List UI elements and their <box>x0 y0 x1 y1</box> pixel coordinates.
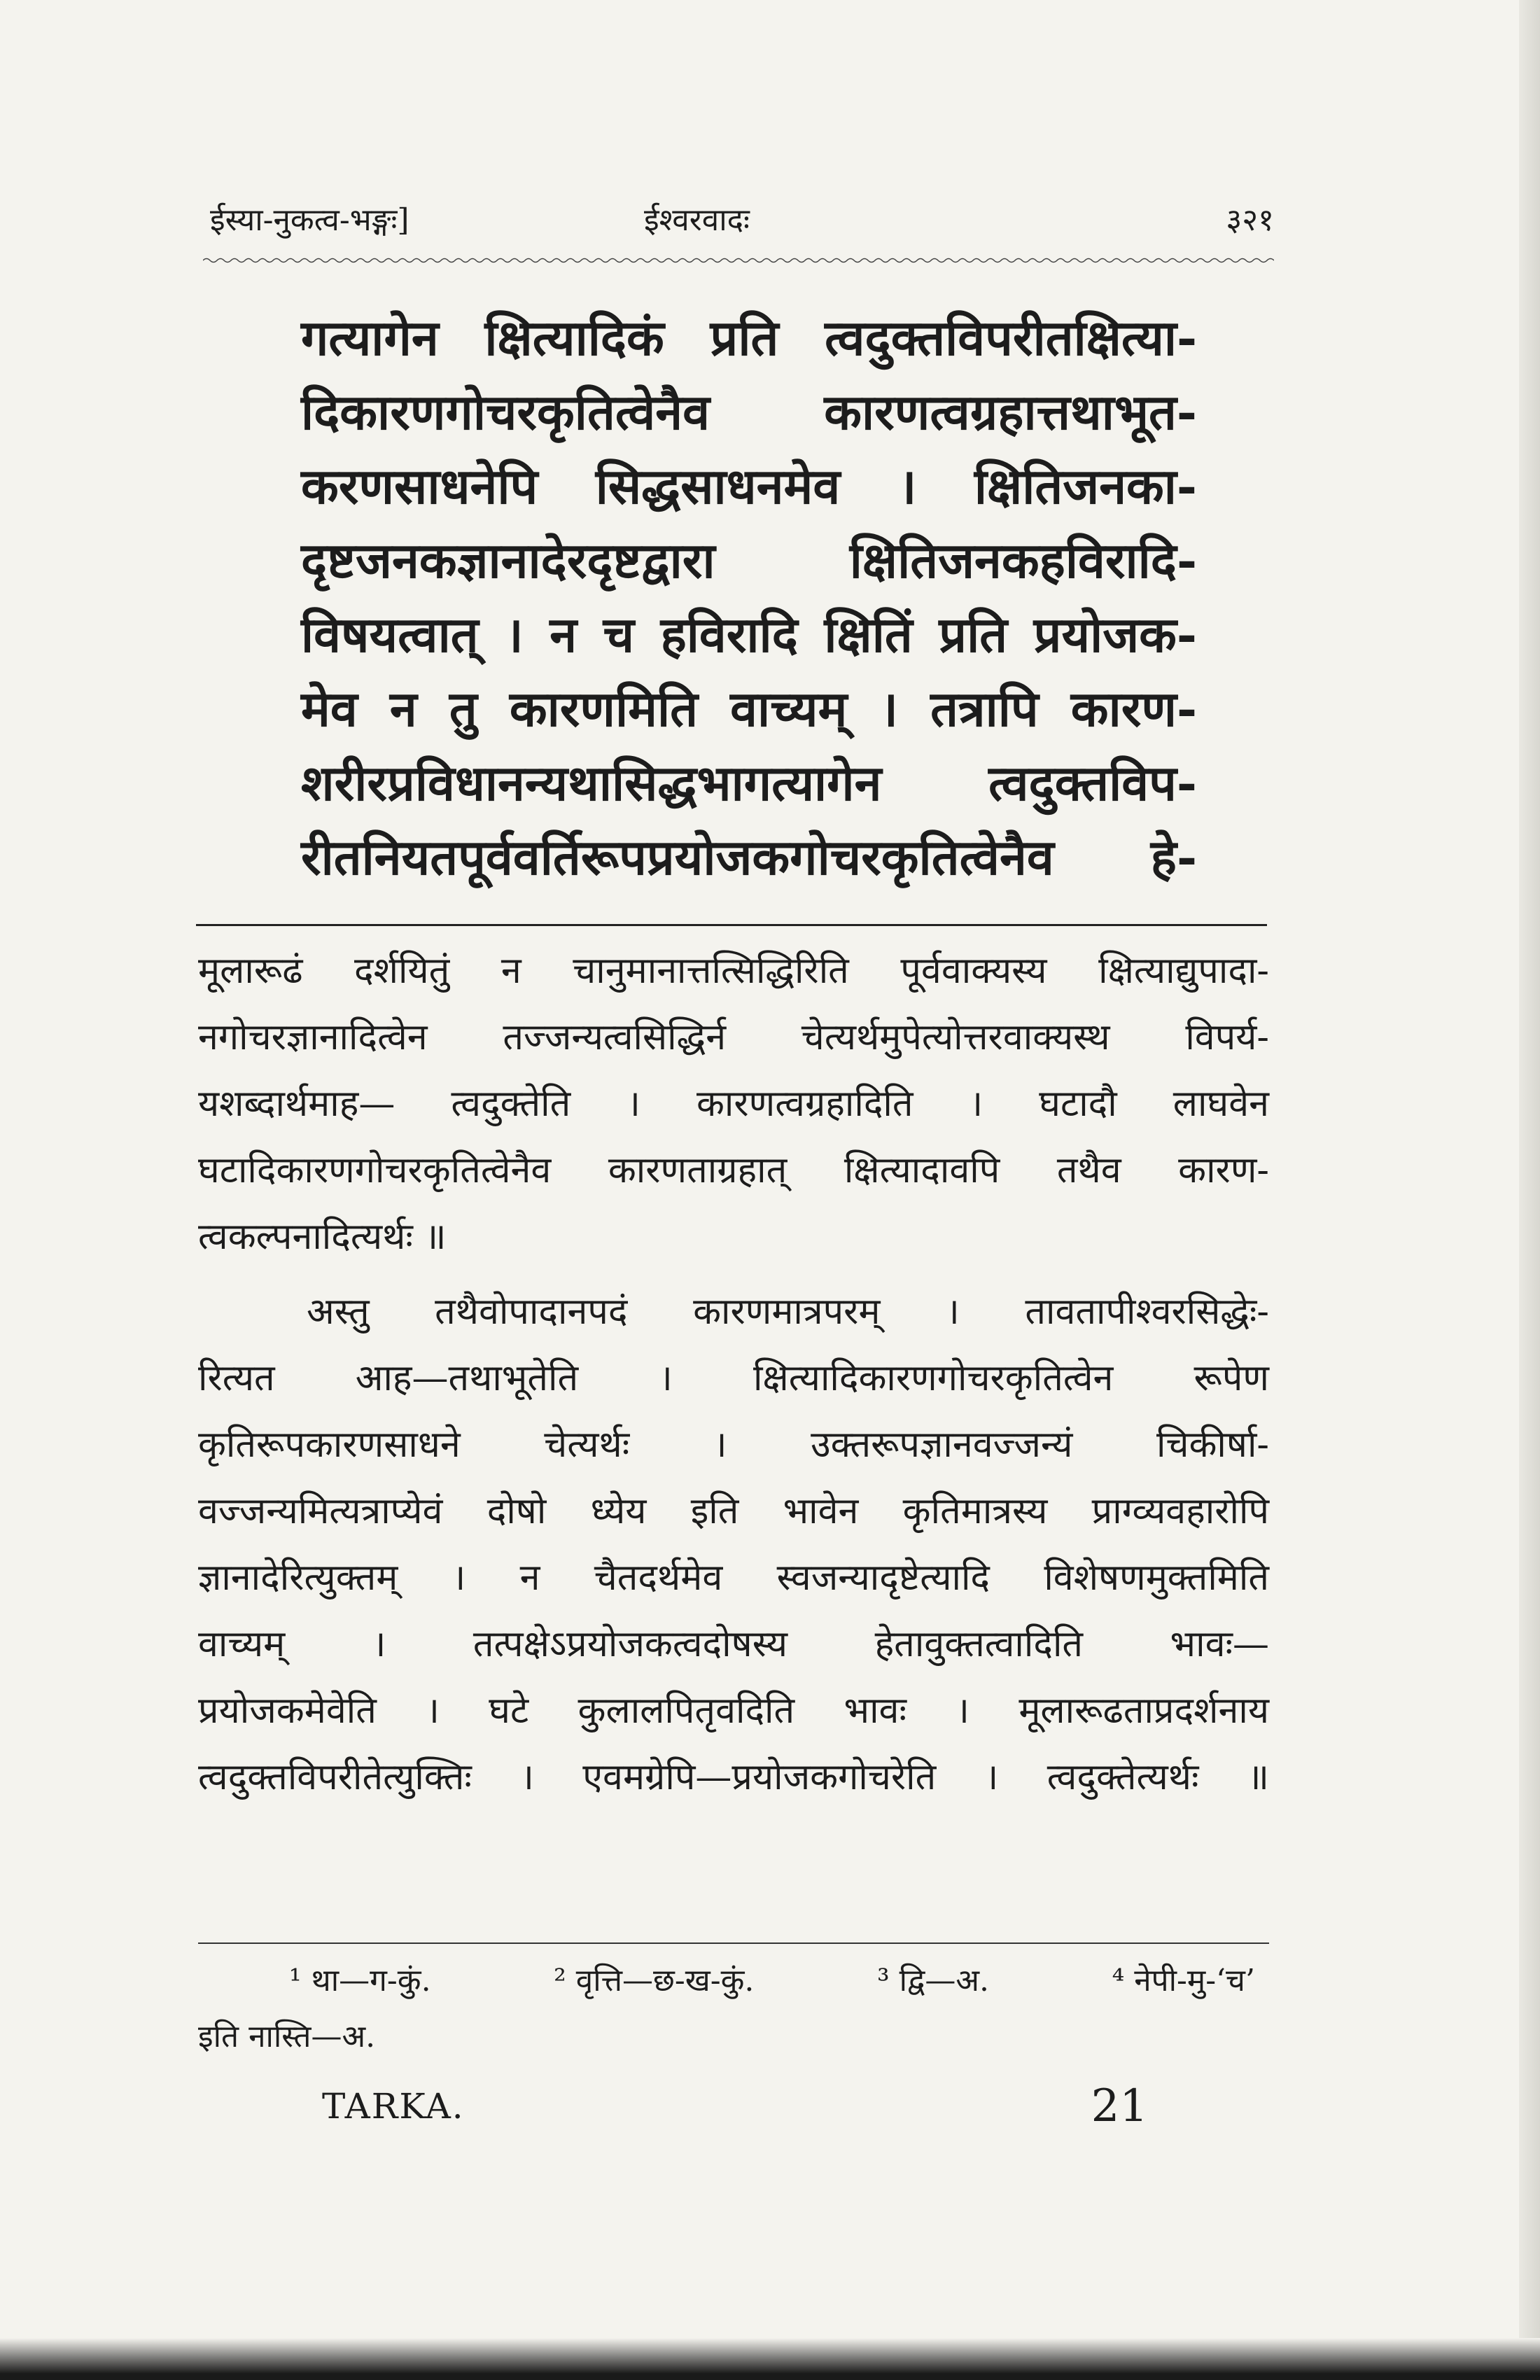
commentary-line: घटादिकारणगोचरकृतित्वेनैव कारणताग्रहात् क्षित्यादावपि तथैव कारण- <box>198 1149 1269 1191</box>
main-text-line: मेव न तु कारणमिति वाच्यम् । तत्रापि कारण- <box>301 680 1197 738</box>
footnote-continuation: इति नास्ति—अ. <box>198 2019 376 2054</box>
main-text-line: करणसाधनेपि सिद्धसाधनमेव । क्षितिजनका- <box>301 457 1197 515</box>
commentary-line: यशब्दार्थमाह— त्वदुक्तेति । कारणत्वग्रहादिति । घटादौ लाघवेन <box>198 1083 1269 1125</box>
main-text-line: दिकारणगोचरकृतित्वेनैव कारणत्वग्रहात्तथाभूत- <box>301 383 1197 441</box>
footnote-divider <box>198 1942 1269 1944</box>
commentary-line: वाच्यम् । तत्पक्षेऽप्रयोजकत्वदोषस्य हेतावुक्तत्वादिति भावः— <box>198 1623 1269 1665</box>
header-wavy-rule <box>203 255 1274 265</box>
footnote-item: ³ द्वि—अ. <box>877 1963 989 1998</box>
running-head-left: ईस्या-नुकत्व-भङ्गः] <box>210 202 410 238</box>
main-text-line: शरीरप्रविधानन्यथासिद्धभागत्यागेन त्वदुक्तविप- <box>301 754 1197 812</box>
commentary-line: प्रयोजकमेवेति । घटे कुलालपितृवदिति भावः । मूलारूढताप्रदर्शनाय <box>198 1690 1269 1732</box>
commentary-line: रित्यत आह—तथाभूतेति । क्षित्यादिकारणगोचरकृतित्वेन रूपेण <box>198 1357 1269 1399</box>
commentary-line: वज्जन्यमित्यत्राप्येवं दोषो ध्येय इति भावेन कृतिमात्रस्य प्राग्व्यवहारोपि <box>198 1490 1269 1532</box>
signature-mark: TARKA. <box>322 2086 465 2127</box>
footnote-item: ² वृत्ति—छ-ख-कुं. <box>554 1963 755 1998</box>
commentary-block <box>198 938 1269 1811</box>
commentary-line: त्वकल्पनादित्यर्थः ॥ <box>198 1216 447 1258</box>
commentary-line: नगोचरज्ञानादित्वेन तज्जन्यत्वसिद्धिर्न चेत्यर्थमुपेत्योत्तरवाक्यस्थ विपर्य- <box>198 1016 1269 1058</box>
footnote-item: ⁴ नेपी-मु-‘च’ <box>1112 1963 1255 1998</box>
footnote-item: ¹ था—ग-कुं. <box>289 1963 431 1998</box>
main-text-block <box>301 301 1197 895</box>
page-number: ३२१ <box>1226 202 1274 238</box>
page-edge-right <box>1519 0 1540 2380</box>
main-text-line: दृष्टजनकज्ञानादेरदृष्टद्वारा क्षितिजनकहविरादि- <box>301 531 1197 589</box>
footnotes <box>198 1953 1269 2065</box>
text-commentary-divider <box>196 924 1267 926</box>
main-text-line: विषयत्वात् । न च हविरादि क्षितिं प्रति प्रयोजक- <box>301 606 1197 664</box>
main-text-line: गत्यागेन क्षित्यादिकं प्रति त्वदुक्तविपरीतक्षित्या- <box>301 309 1197 367</box>
commentary-line: ज्ञानादेरित्युक्तम् । न चैतदर्थमेव स्वजन्यादृष्टेत्यादि विशेषणमुक्तमिति <box>198 1557 1269 1599</box>
footnote-row <box>198 1953 1269 2009</box>
signature-number: 21 <box>1091 2080 1148 2132</box>
commentary-line: कृतिरूपकारणसाधने चेत्यर्थः । उक्तरूपज्ञानवज्जन्यं चिकीर्षा- <box>198 1424 1269 1466</box>
commentary-line: मूलारूढं दर्शयितुं न चानुमानात्तत्सिद्धिरिति पूर्ववाक्यस्य क्षित्याद्युपादा- <box>198 950 1269 992</box>
commentary-line: अस्तु तथैवोपादानपदं कारणमात्रपरम् । तावतापीश्वरसिद्धेः- <box>307 1291 1269 1333</box>
main-text-line: रीतनियतपूर्ववर्तिरूपप्रयोजकगोचरकृतित्वेनैव हे- <box>301 828 1197 886</box>
running-head-title: ईश्वरवादः <box>644 202 750 238</box>
signature-line <box>322 2080 1190 2142</box>
running-head <box>210 197 1274 246</box>
page-edge-bottom <box>0 2338 1540 2380</box>
commentary-line: त्वदुक्तविपरीतेत्युक्तिः । एवमग्रेपि—प्रयोजकगोचरेति । त्वदुक्तेत्यर्थः ॥ <box>198 1756 1269 1798</box>
